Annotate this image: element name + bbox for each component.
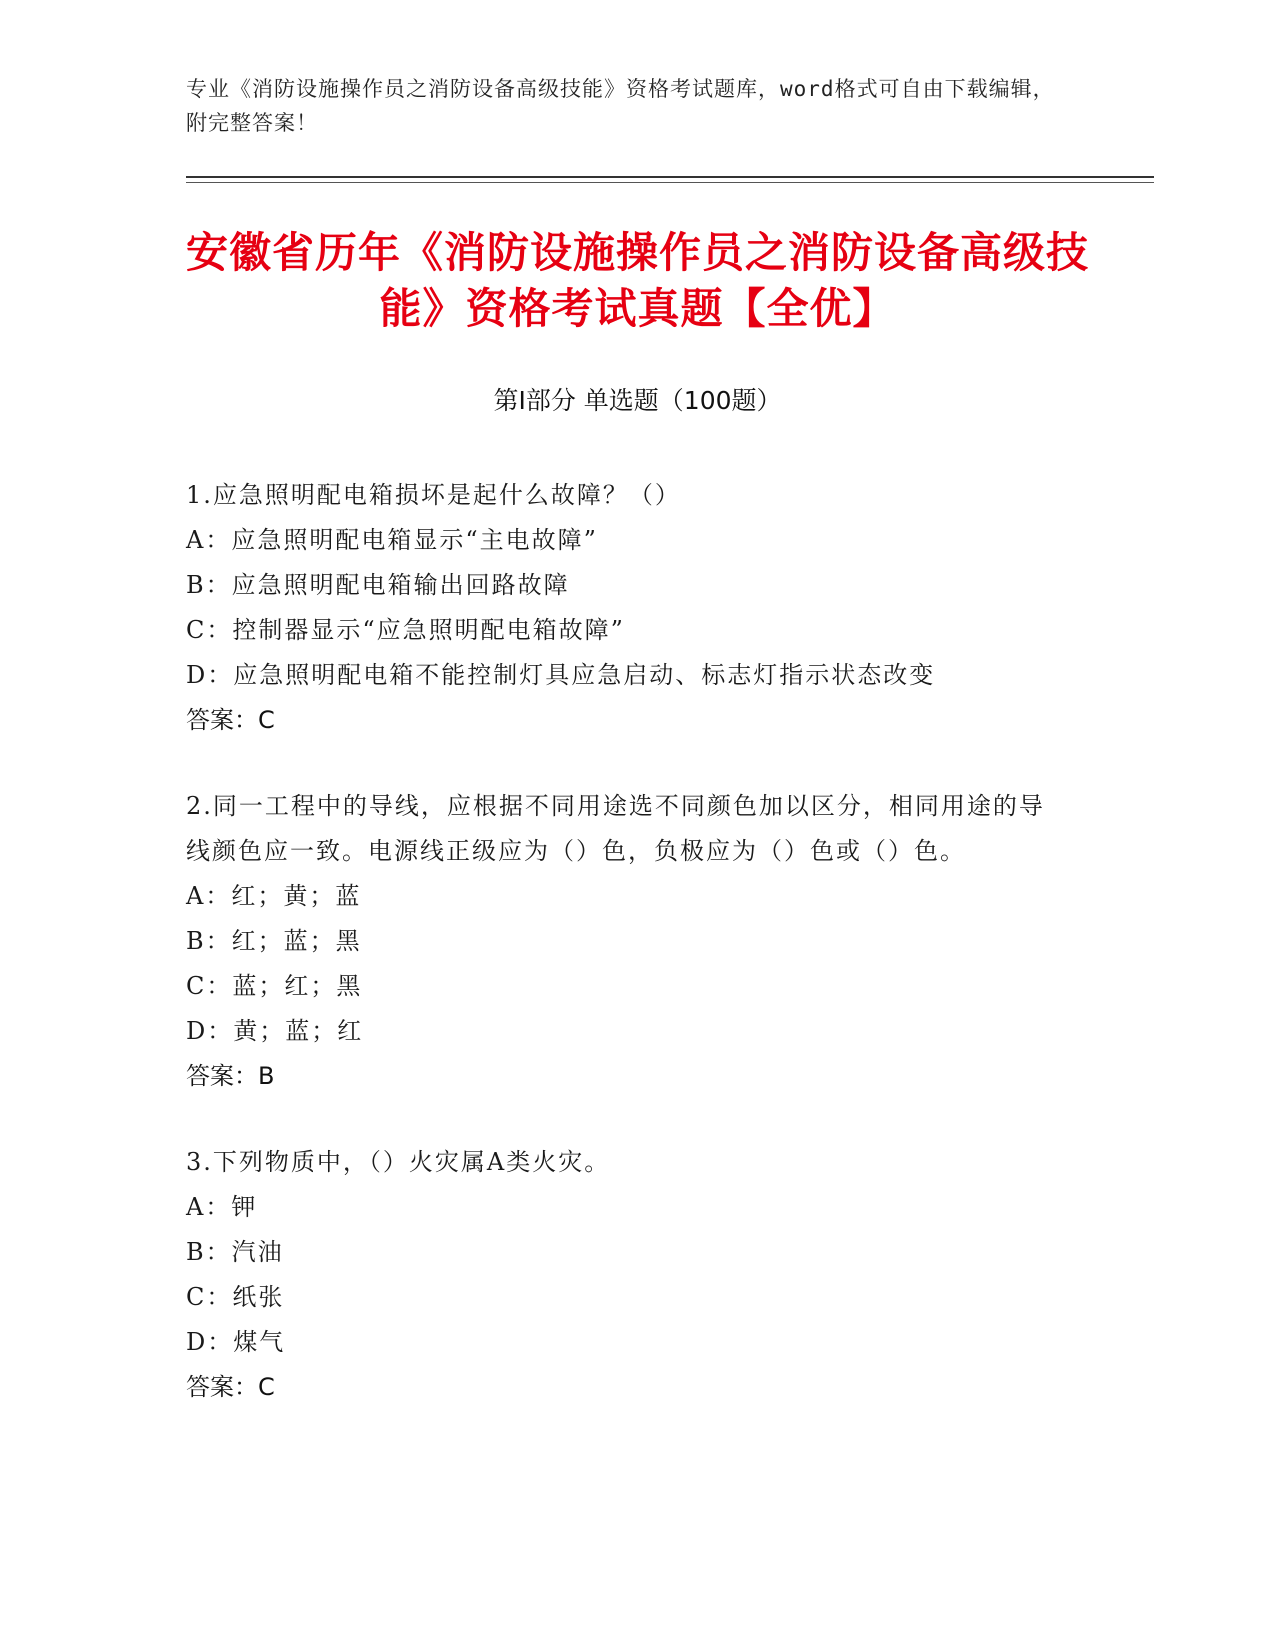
option-a: A：钾 bbox=[186, 1193, 258, 1221]
question-3 bbox=[186, 1140, 1066, 1410]
option-a: A：红；黄；蓝 bbox=[186, 882, 362, 910]
header-divider-thin bbox=[186, 182, 1154, 183]
option-b: B：应急照明配电箱输出回路故障 bbox=[186, 571, 570, 599]
option-d: D：煤气 bbox=[186, 1328, 286, 1356]
option-c: C：蓝；红；黑 bbox=[186, 972, 363, 1000]
question-list bbox=[186, 473, 1066, 1451]
question-stem: 1.应急照明配电箱损坏是起什么故障？（） bbox=[186, 481, 681, 509]
option-b: B：红；蓝；黑 bbox=[186, 927, 362, 955]
header-divider-thick bbox=[186, 176, 1154, 178]
header-note: 专业《消防设施操作员之消防设备高级技能》资格考试题库，word格式可自由下载编辑，附完整答案！ bbox=[186, 77, 1055, 135]
question-stem: 2.同一工程中的导线，应根据不同用途选不同颜色加以区分，相同用途的导线颜色应一致。电源线正级应为（）色，负极应为（）色或（）色。 bbox=[186, 792, 1045, 865]
option-c: C：纸张 bbox=[186, 1283, 285, 1311]
option-d: D：黄；蓝；红 bbox=[186, 1017, 364, 1045]
question-stem: 3.下列物质中，（）火灾属A类火灾。 bbox=[186, 1148, 611, 1176]
option-c: C：控制器显示“应急照明配电箱故障” bbox=[186, 616, 625, 644]
answer: 答案：C bbox=[186, 706, 275, 734]
section-title: 第I部分 单选题（100题） bbox=[493, 386, 782, 415]
option-a: A：应急照明配电箱显示“主电故障” bbox=[186, 526, 598, 554]
question-2 bbox=[186, 784, 1066, 1099]
answer: 答案：B bbox=[186, 1062, 275, 1090]
answer: 答案：C bbox=[186, 1373, 275, 1401]
option-b: B：汽油 bbox=[186, 1238, 284, 1266]
question-1 bbox=[186, 473, 1066, 743]
option-d: D：应急照明配电箱不能控制灯具应急启动、标志灯指示状态改变 bbox=[186, 661, 936, 689]
document-title: 安徽省历年《消防设施操作员之消防设备高级技能》资格考试真题【全优】 bbox=[186, 228, 1090, 333]
